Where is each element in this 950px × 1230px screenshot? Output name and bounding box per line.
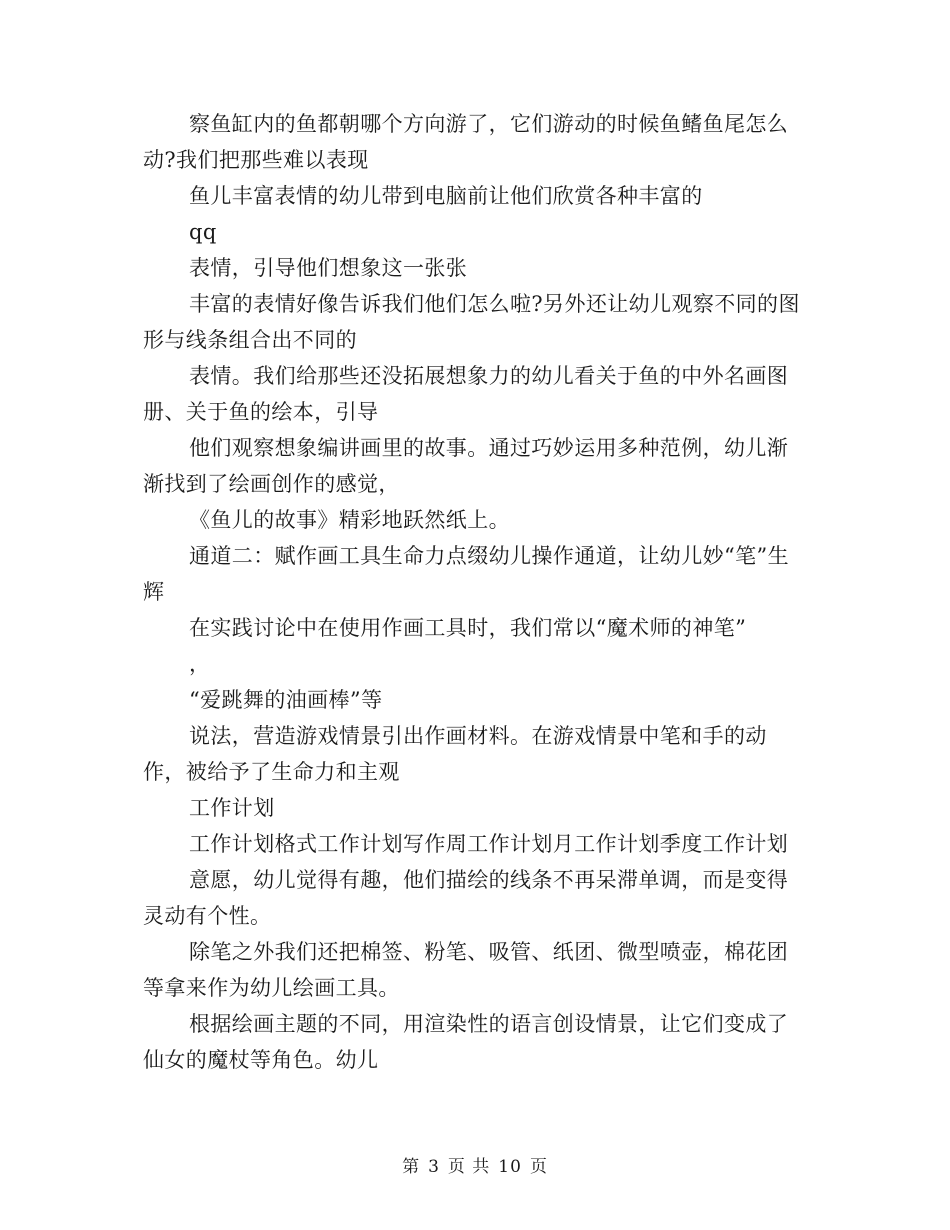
paragraph: 工作计划 (189, 796, 275, 820)
paragraph: 鱼儿丰富表情的幼儿带到电脑前让他们欣赏各种丰富的 (189, 184, 703, 208)
paragraph: 除笔之外我们还把棉签、粉笔、吸管、纸团、微型喷壶，棉花团等拿来作为幼儿绘画工具。 (143, 940, 789, 1000)
paragraph: 说法，营造游戏情景引出作画材料。在游戏情景中笔和手的动作，被给予了生命力和主观 (143, 724, 767, 784)
paragraph: 表情，引导他们想象这一张张 (189, 256, 468, 280)
page-footer (0, 1152, 950, 1177)
paragraph: “爱跳舞的油画棒”等 (189, 688, 383, 712)
paragraph: 根据绘画主题的不同，用渲染性的语言创设情景，让它们变成了仙女的魔杖等角色。幼儿 (143, 1012, 789, 1072)
page-number-suffix: 页 (529, 1157, 548, 1177)
paragraph: 《鱼儿的故事》精彩地跃然纸上。 (189, 508, 510, 532)
paragraph: 他们观察想象编讲画里的故事。通过巧妙运用多种范例，幼儿渐渐找到了绘画创作的感觉， (143, 436, 789, 496)
current-page-number: 3 (428, 1157, 440, 1177)
total-page-count: 10 (498, 1157, 522, 1177)
page-number-prefix: 第 (402, 1157, 421, 1177)
document-body (143, 106, 808, 1078)
paragraph: qq (189, 220, 217, 244)
page-number-middle: 页 共 (447, 1157, 491, 1177)
paragraph: 意愿，幼儿觉得有趣，他们描绘的线条不再呆滞单调，而是变得灵动有个性。 (143, 868, 789, 928)
paragraph: 察鱼缸内的鱼都朝哪个方向游了，它们游动的时候鱼鳍鱼尾怎么动?我们把那些难以表现 (143, 112, 789, 172)
paragraph: ， (189, 652, 211, 676)
paragraph: 表情。我们给那些还没拓展想象力的幼儿看关于鱼的中外名画图册、关于鱼的绘本，引导 (143, 364, 789, 424)
paragraph: 在实践讨论中在使用作画工具时，我们常以“魔术师的神笔” (189, 616, 747, 640)
paragraph: 通道二：赋作画工具生命力点缀幼儿操作通道，让幼儿妙“笔”生辉 (143, 544, 790, 604)
paragraph: 工作计划格式工作计划写作周工作计划月工作计划季度工作计划 (189, 832, 789, 856)
paragraph: 丰富的表情好像告诉我们他们怎么啦?另外还让幼儿观察不同的图形与线条组合出不同的 (143, 292, 800, 352)
